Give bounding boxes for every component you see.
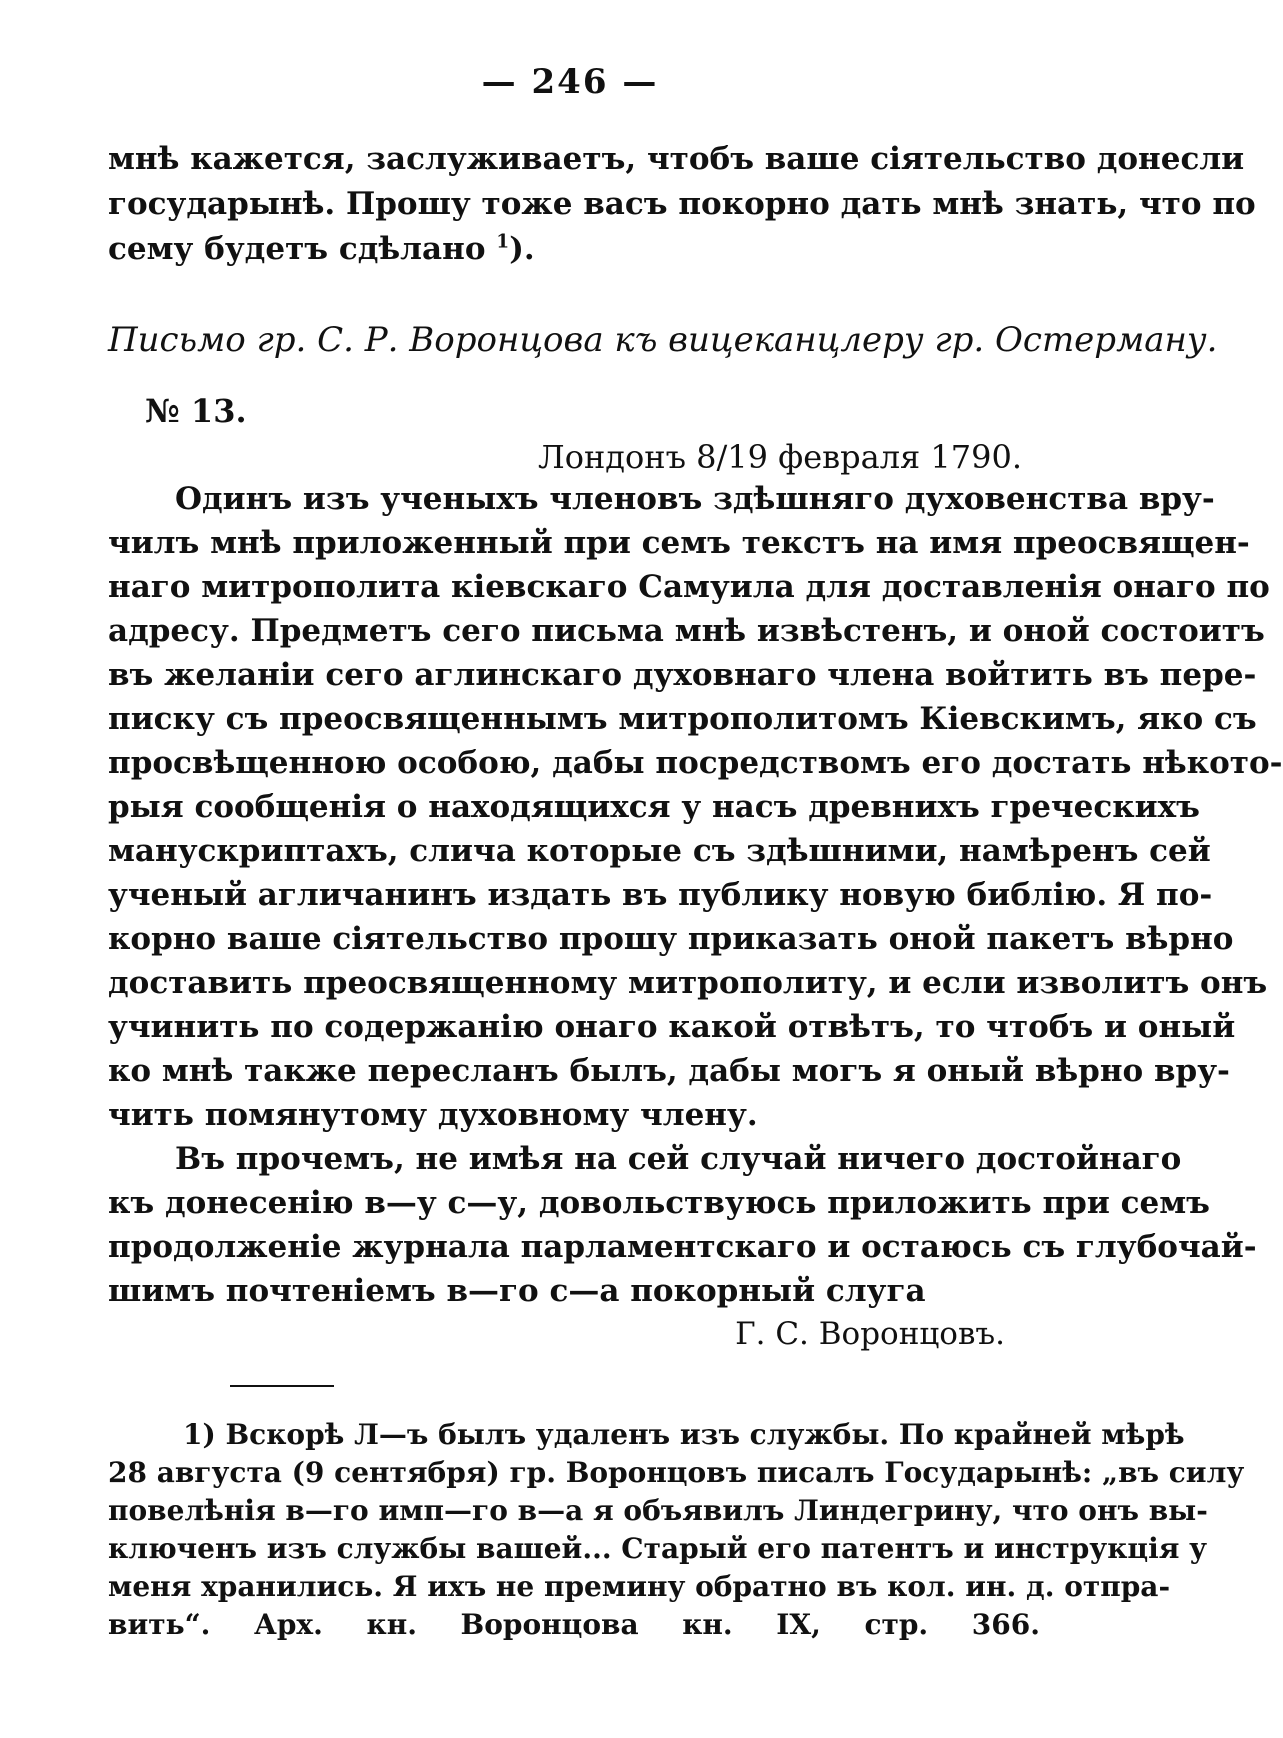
- intro-line: государынѣ. Прошу тоже васъ покорно дать мнѣ знать, что по: [108, 186, 1256, 222]
- paragraph-line: къ донесенію в—у с—у, довольствуюсь приложить при семъ: [108, 1185, 1210, 1221]
- intro-line-text: сему будетъ сдѣлано: [108, 231, 486, 267]
- paragraph-line: Въ прочемъ, не имѣя на сей случай ничего достойнаго: [175, 1141, 1182, 1177]
- paragraph-line: доставить преосвященному митрополиту, и если изволитъ онъ: [108, 965, 1268, 1001]
- paragraph-line: шимъ почтеніемъ в—го с—а покорный слуга: [108, 1273, 926, 1309]
- intro-line: мнѣ кажется, заслуживаетъ, чтобъ ваше сіятельство донесли: [108, 141, 1245, 177]
- footnote-divider: [230, 1385, 334, 1387]
- signature: Г. С. Воронцовъ.: [735, 1316, 1005, 1352]
- footnote-line: 28 августа (9 сентября) гр. Воронцовъ писалъ Государынѣ: „въ силу: [108, 1456, 1245, 1489]
- intro-tail: ).: [509, 231, 535, 267]
- document-number: № 13.: [145, 392, 247, 430]
- footnote-line: ключенъ изъ службы вашей... Старый его патентъ и инструкція у: [108, 1532, 1208, 1565]
- footnote-line-first: [183, 1418, 1185, 1452]
- page-number: — 246 —: [481, 62, 659, 102]
- footnote-marker: 1): [183, 1418, 216, 1451]
- paragraph-line: наго митрополита кіевскаго Самуила для доставленія онаго по: [108, 569, 1270, 605]
- paragraph-line: рыя сообщенія о находящихся у насъ древнихъ греческихъ: [108, 789, 1200, 825]
- paragraph-line: учинить по содержанію онаго какой отвѣтъ, то чтобъ и оный: [108, 1009, 1236, 1045]
- footnote-line: меня хранились. Я ихъ не премину обратно въ кол. ин. д. отпра-: [108, 1570, 1171, 1603]
- footnote-reference: 1: [496, 231, 510, 253]
- paragraph-line: чилъ мнѣ приложенный при семъ текстъ на имя преосвящен-: [108, 525, 1250, 561]
- intro-line-last: [108, 230, 1040, 268]
- paragraph-line: ученый агличанинъ издать въ публику новую библію. Я по-: [108, 877, 1213, 913]
- footnote-line: повелѣнія в—го имп—го в—а я объявилъ Линдегрину, что онъ вы-: [108, 1494, 1208, 1527]
- letter-heading: Письмо гр. С. Р. Воронцова къ вицеканцлеру гр. Остерману.: [108, 320, 1218, 360]
- footnote-line: вить“. Арх. кн. Воронцова кн. IX, стр. 366.: [108, 1608, 1040, 1641]
- paragraph-line: продолженіе журнала парламентскаго и остаюсь съ глубочай-: [108, 1229, 1257, 1265]
- paragraph-line: писку съ преосвященнымъ митрополитомъ Кіевскимъ, яко съ: [108, 701, 1257, 737]
- paragraph-line: чить помянутому духовному члену.: [108, 1097, 758, 1133]
- paragraph-line: манускриптахъ, слича которые съ здѣшними, намѣренъ сей: [108, 833, 1211, 869]
- paragraph-line: корно ваше сіятельство прошу приказать оной пакетъ вѣрно: [108, 921, 1234, 957]
- footnote-text: Вскорѣ Л—ъ былъ удаленъ изъ службы. По крайней мѣрѣ: [225, 1418, 1185, 1451]
- paragraph-line: Одинъ изъ ученыхъ членовъ здѣшняго духовенства вру-: [175, 481, 1215, 517]
- paragraph-line: адресу. Предметъ сего письма мнѣ извѣстенъ, и оной состоитъ: [108, 613, 1265, 649]
- paragraph-line: ко мнѣ также пересланъ былъ, дабы могъ я оный вѣрно вру-: [108, 1053, 1230, 1089]
- paragraph-line: просвѣщенною особою, дабы посредствомъ его достать нѣкото-: [108, 745, 1283, 781]
- letter-dateline: Лондонъ 8/19 февраля 1790.: [538, 438, 1023, 476]
- paragraph-line: въ желаніи сего аглинскаго духовнаго члена войтить въ пере-: [108, 657, 1257, 693]
